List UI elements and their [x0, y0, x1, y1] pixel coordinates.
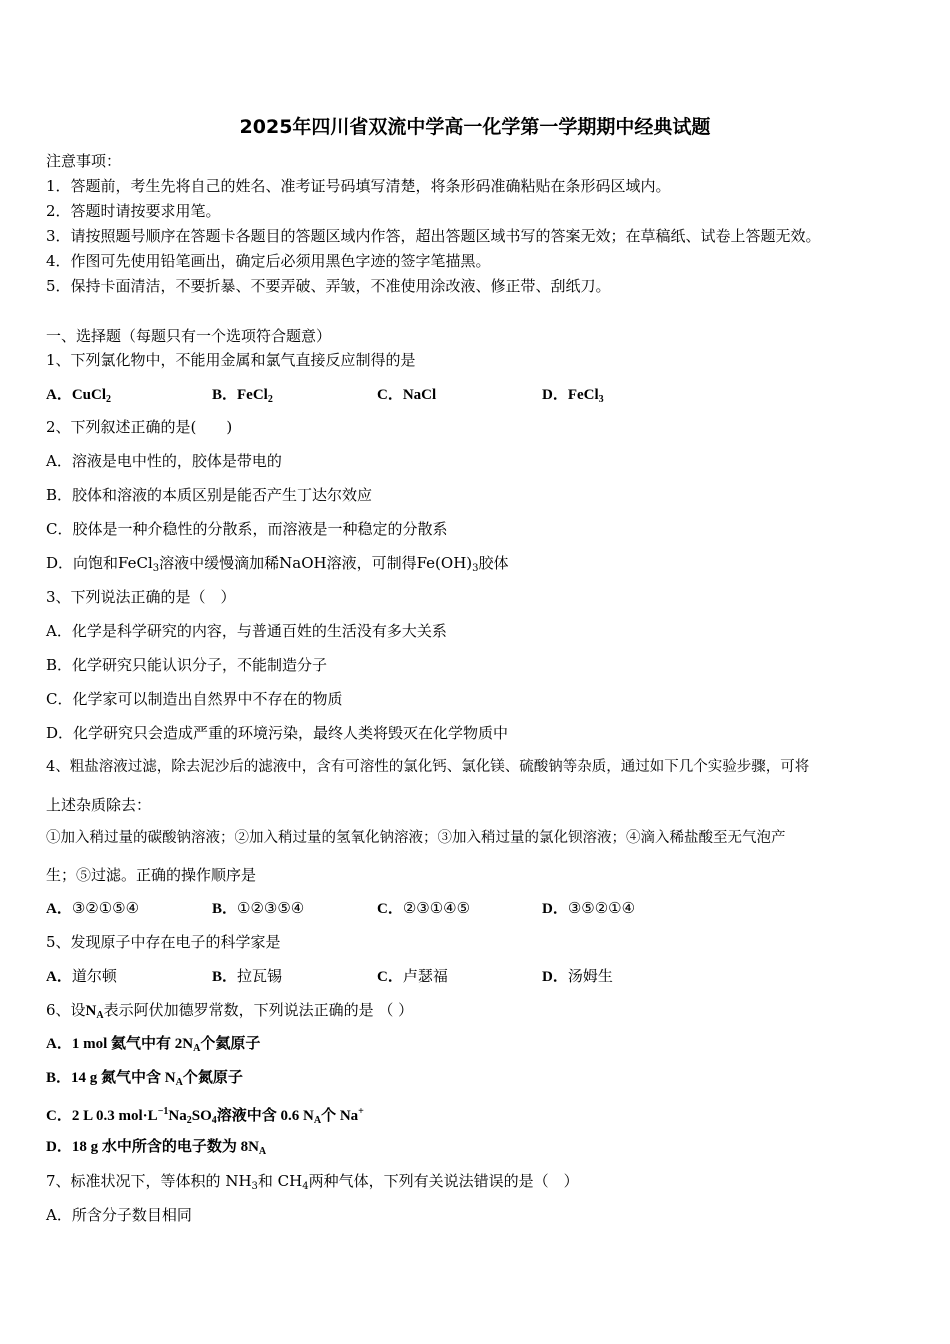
question-4-stem-cont: 上述杂质除去： — [46, 796, 152, 814]
option-text: 汤姆生 — [567, 967, 613, 985]
question-1-options — [46, 384, 926, 404]
question-6-option-d — [46, 1137, 266, 1162]
question-7-stem — [46, 1171, 579, 1197]
option-key: C． — [377, 969, 403, 985]
option-c — [377, 898, 470, 919]
text-part: SO — [191, 1108, 212, 1124]
notice-item: 2．答题时请按要求用笔。 — [46, 202, 221, 220]
text-part: N — [85, 1003, 97, 1019]
notice-item: 1．答题前，考生先将自己的姓名、准考证号码填写清楚，将条形码准确粘贴在条形码区域内。 — [46, 177, 671, 195]
question-7-option-a: A．所含分子数目相同 — [46, 1206, 192, 1224]
text-part: 胶体 — [478, 554, 509, 572]
question-6-option-c — [46, 1102, 364, 1131]
question-4-options — [46, 898, 926, 918]
text-part: D．向饱和FeCl — [46, 554, 153, 572]
question-3-option-d: D．化学研究只会造成严重的环境污染，最终人类将毁灭在化学物质中 — [46, 724, 509, 742]
question-4-stem: 4、粗盐溶液过滤，除去泥沙后的滤液中，含有可溶性的氯化钙、氯化镁、硫酸钠等杂质，通过如下几个实验步骤，可将 — [46, 759, 810, 775]
option-text: 拉瓦锡 — [237, 967, 283, 985]
option-text: ③⑤②①④ — [567, 899, 636, 917]
subscript: A — [313, 1115, 322, 1126]
option-subscript: 3 — [598, 394, 604, 405]
text-part: 6、设 — [46, 1001, 86, 1019]
option-text: 卢瑟福 — [402, 967, 448, 985]
option-text: NaCl — [402, 387, 437, 403]
page-title: 2025年四川省双流中学高一化学第一学期期中经典试题 — [239, 116, 711, 138]
question-2-option-b: B．胶体和溶液的本质区别是能否产生丁达尔效应 — [46, 486, 373, 504]
question-4-steps-cont: 生；⑤过滤。正确的操作顺序是 — [46, 866, 257, 884]
option-key: A． — [46, 901, 72, 917]
subscript: 3 — [251, 1181, 258, 1192]
question-6-option-a — [46, 1034, 260, 1059]
subscript: A — [193, 1043, 201, 1054]
text-part: C．2 L 0.3 mol·L — [46, 1108, 158, 1124]
option-key: A． — [46, 969, 72, 985]
option-text: ②③①④⑤ — [402, 899, 471, 917]
subscript: 4 — [302, 1181, 309, 1192]
option-a — [46, 898, 139, 919]
option-a — [46, 384, 111, 410]
option-text: FeCl — [237, 387, 268, 403]
text-part: D．18 g 水中所含的电子数为 8N — [46, 1139, 259, 1155]
text-part: 7、标准状况下，等体积的 NH — [46, 1172, 252, 1190]
superscript: −1 — [157, 1106, 169, 1117]
option-key: B． — [212, 901, 238, 917]
question-2-option-d — [46, 553, 509, 579]
text-part: 和 CH — [257, 1172, 303, 1190]
notice-item: 3．请按照题号顺序在答题卡各题目的答题区域内作答，超出答题区域书写的答案无效；在草稿纸、试卷上答题无效。 — [46, 227, 821, 245]
question-3-option-b: B．化学研究只能认识分子，不能制造分子 — [46, 656, 328, 674]
subscript: A — [175, 1077, 183, 1088]
option-b — [212, 384, 273, 410]
option-key: D． — [542, 969, 568, 985]
section-heading: 一、选择题（每题只有一个选项符合题意） — [46, 327, 332, 345]
notice-item: 5．保持卡面清洁，不要折暴、不要弄破、弄皱，不准使用涂改液、修正带、刮纸刀。 — [46, 277, 611, 295]
notice-heading: 注意事项： — [46, 152, 122, 170]
text-part: 溶液中含 0.6 N — [216, 1108, 314, 1124]
text-part: 两种气体，下列有关说法错误的是（ ） — [308, 1172, 579, 1190]
question-4-steps: ①加入稍过量的碳酸钠溶液；②加入稍过量的氢氧化钠溶液；③加入稍过量的氯化钡溶液；④滴入稀盐酸至无气泡产 — [46, 830, 786, 846]
subscript: A — [258, 1146, 267, 1157]
option-key: C． — [377, 387, 403, 403]
option-key: D． — [542, 387, 568, 403]
option-a — [46, 966, 117, 987]
question-2-option-c: C．胶体是一种介稳性的分散系，而溶液是一种稳定的分散系 — [46, 520, 448, 538]
question-3-option-c: C．化学家可以制造出自然界中不存在的物质 — [46, 690, 343, 708]
subscript: 3 — [152, 563, 160, 574]
subscript: A — [96, 1010, 104, 1021]
subscript: 4 — [211, 1115, 217, 1126]
option-key: A． — [46, 387, 72, 403]
option-text: ③②①⑤④ — [71, 899, 140, 917]
question-3-stem: 3、下列说法正确的是（ ） — [46, 588, 236, 606]
question-5-options — [46, 966, 926, 986]
question-6-stem — [46, 1000, 413, 1026]
option-text: FeCl — [567, 387, 599, 403]
option-b — [212, 966, 282, 987]
text-part: Na — [168, 1108, 187, 1124]
option-text: 道尔顿 — [71, 967, 117, 985]
option-key: B． — [212, 387, 238, 403]
text-part: B．14 g 氮气中含 N — [46, 1070, 176, 1086]
option-c — [377, 384, 436, 410]
option-text: CuCl — [71, 387, 107, 403]
subscript: 2 — [186, 1115, 192, 1126]
text-part: 个 Na — [321, 1108, 359, 1124]
option-d — [542, 384, 604, 410]
subscript: 3 — [472, 563, 479, 574]
question-1-stem: 1、下列氯化物中，不能用金属和氯气直接反应制得的是 — [46, 351, 416, 369]
option-key: B． — [212, 969, 238, 985]
option-d — [542, 966, 613, 987]
question-2-option-a: A．溶液是电中性的，胶体是带电的 — [46, 452, 282, 470]
notice-item: 4．作图可先使用铅笔画出，确定后必须用黑色字迹的签字笔描黑。 — [46, 252, 491, 270]
text-part: A．1 mol 氦气中有 2N — [46, 1036, 194, 1052]
question-3-option-a: A．化学是科学研究的内容，与普通百姓的生活没有多大关系 — [46, 622, 447, 640]
option-subscript: 2 — [267, 394, 273, 405]
option-key: D． — [542, 901, 568, 917]
question-2-stem: 2、下列叙述正确的是( ) — [46, 418, 233, 436]
superscript: + — [358, 1106, 364, 1117]
option-subscript: 2 — [106, 394, 112, 405]
text-part: 表示阿伏加德罗常数，下列说法正确的是 （ ） — [103, 1001, 414, 1019]
option-d — [542, 898, 635, 919]
text-part: 溶液中缓慢滴加稀NaOH溶液，可制得Fe(OH) — [159, 554, 473, 572]
option-c — [377, 966, 448, 987]
option-key: C． — [377, 901, 403, 917]
text-part: 个氮原子 — [182, 1070, 243, 1086]
question-5-stem: 5、发现原子中存在电子的科学家是 — [46, 933, 281, 951]
text-part: 个氦原子 — [200, 1036, 261, 1052]
question-6-option-b — [46, 1068, 243, 1093]
option-b — [212, 898, 304, 919]
option-text: ①②③⑤④ — [237, 899, 305, 917]
